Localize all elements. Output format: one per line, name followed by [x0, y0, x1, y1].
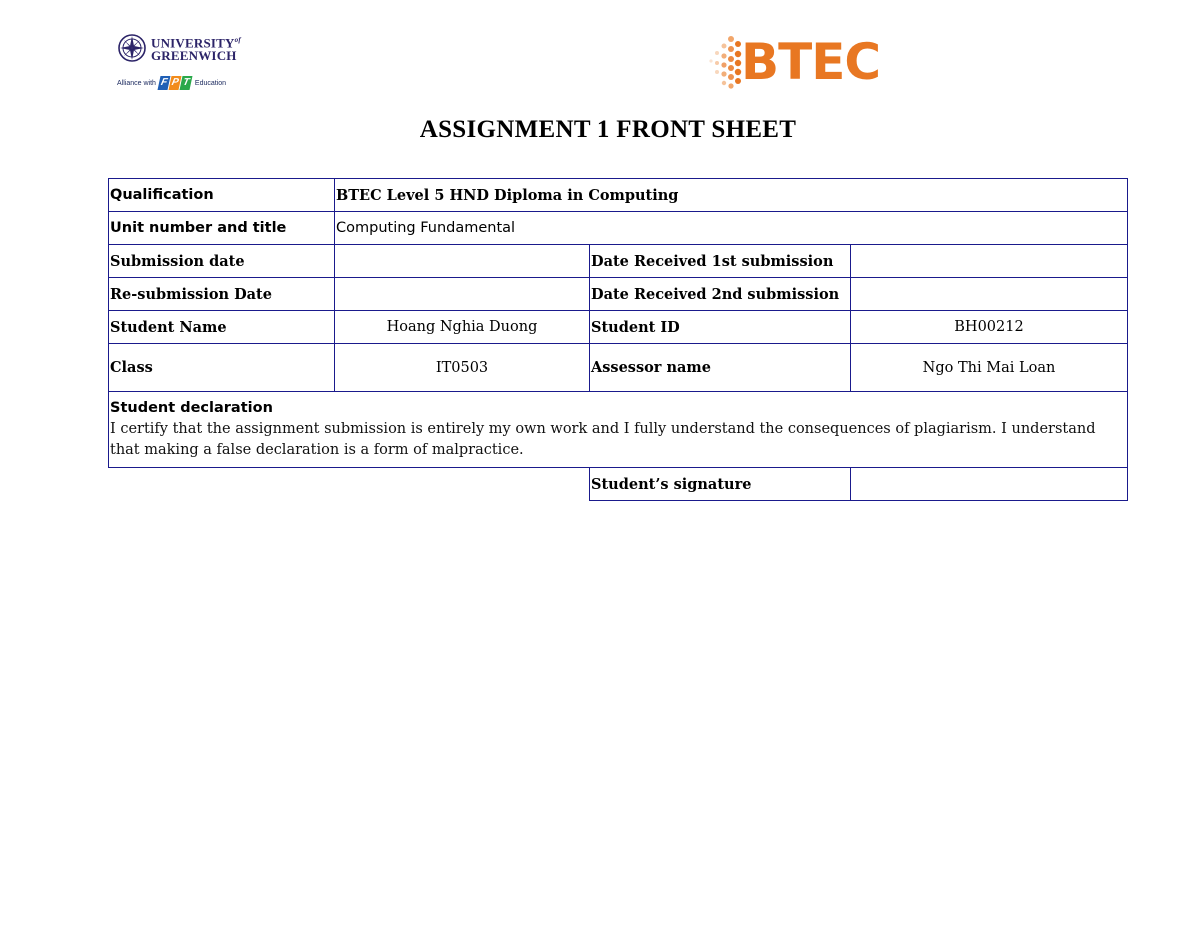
- table-row-qualification: [109, 179, 1128, 212]
- table-row-declaration: [109, 392, 1128, 468]
- student-id-label: Student ID: [590, 311, 851, 344]
- class-field[interactable]: IT0503: [335, 344, 590, 392]
- btec-logo: [707, 32, 892, 92]
- fpt-letter-t: T: [179, 76, 192, 90]
- table-row-resubmission: [109, 278, 1128, 311]
- submission-date-field[interactable]: [335, 245, 590, 278]
- table-row-student: [109, 311, 1128, 344]
- student-id-field[interactable]: BH00212: [851, 311, 1128, 344]
- uog-wordmark: [151, 34, 241, 62]
- assessor-field[interactable]: Ngo Thi Mai Loan: [851, 344, 1128, 392]
- compass-crest-icon: [117, 33, 147, 63]
- fpt-letter-f: F: [157, 76, 170, 90]
- date-received-1-field[interactable]: [851, 245, 1128, 278]
- submission-date-label: Submission date: [109, 245, 335, 278]
- signature-field[interactable]: [851, 468, 1128, 501]
- btec-wordmark: BTEC: [741, 33, 881, 91]
- resubmission-date-field[interactable]: [335, 278, 590, 311]
- date-received-2-label: Date Received 2nd submission: [590, 278, 851, 311]
- resubmission-date-label: Re-submission Date: [109, 278, 335, 311]
- student-name-label: Student Name: [109, 311, 335, 344]
- alliance-prefix: Alliance with: [117, 79, 156, 87]
- qualification-value: BTEC Level 5 HND Diploma in Computing: [335, 179, 1128, 212]
- uog-line2: GREENWICH: [151, 48, 237, 64]
- signature-spacer: [109, 468, 590, 501]
- unit-label: Unit number and title: [109, 212, 335, 245]
- table-row-unit: [109, 212, 1128, 245]
- uog-logo-top: [117, 32, 247, 64]
- unit-value: Computing Fundamental: [335, 212, 1128, 245]
- declaration-title: Student declaration: [110, 400, 273, 416]
- qualification-label: Qualification: [109, 179, 335, 212]
- declaration-cell: [109, 392, 1128, 468]
- fpt-logo: [159, 76, 192, 90]
- student-name-field[interactable]: Hoang Nghia Duong: [335, 311, 590, 344]
- assessor-label: Assessor name: [590, 344, 851, 392]
- table-row-class: [109, 344, 1128, 392]
- date-received-1-label: Date Received 1st submission: [590, 245, 851, 278]
- uog-line1: $UNIVERSITY^{of}$: [151, 35, 241, 51]
- page-title: ASSIGNMENT 1 FRONT SHEET: [419, 116, 797, 143]
- declaration-text: I certify that the assignment submission is entirely my own work and I fully understand the consequences of plagiarism. I understand that making a false declaration is a form of malpractice.: [110, 421, 1096, 458]
- fpt-letter-p: P: [168, 76, 181, 90]
- alliance-suffix: Education: [194, 79, 227, 87]
- university-of-greenwich-logo: [117, 32, 247, 98]
- signature-label: Student’s signature: [590, 468, 851, 501]
- date-received-2-field[interactable]: [851, 278, 1128, 311]
- front-sheet-table: [108, 178, 1128, 501]
- table-row-signature: [109, 468, 1128, 501]
- btec-dots-icon: [707, 34, 743, 90]
- fpt-alliance-line: [117, 76, 247, 90]
- class-label: Class: [109, 344, 335, 392]
- table-row-submission: [109, 245, 1128, 278]
